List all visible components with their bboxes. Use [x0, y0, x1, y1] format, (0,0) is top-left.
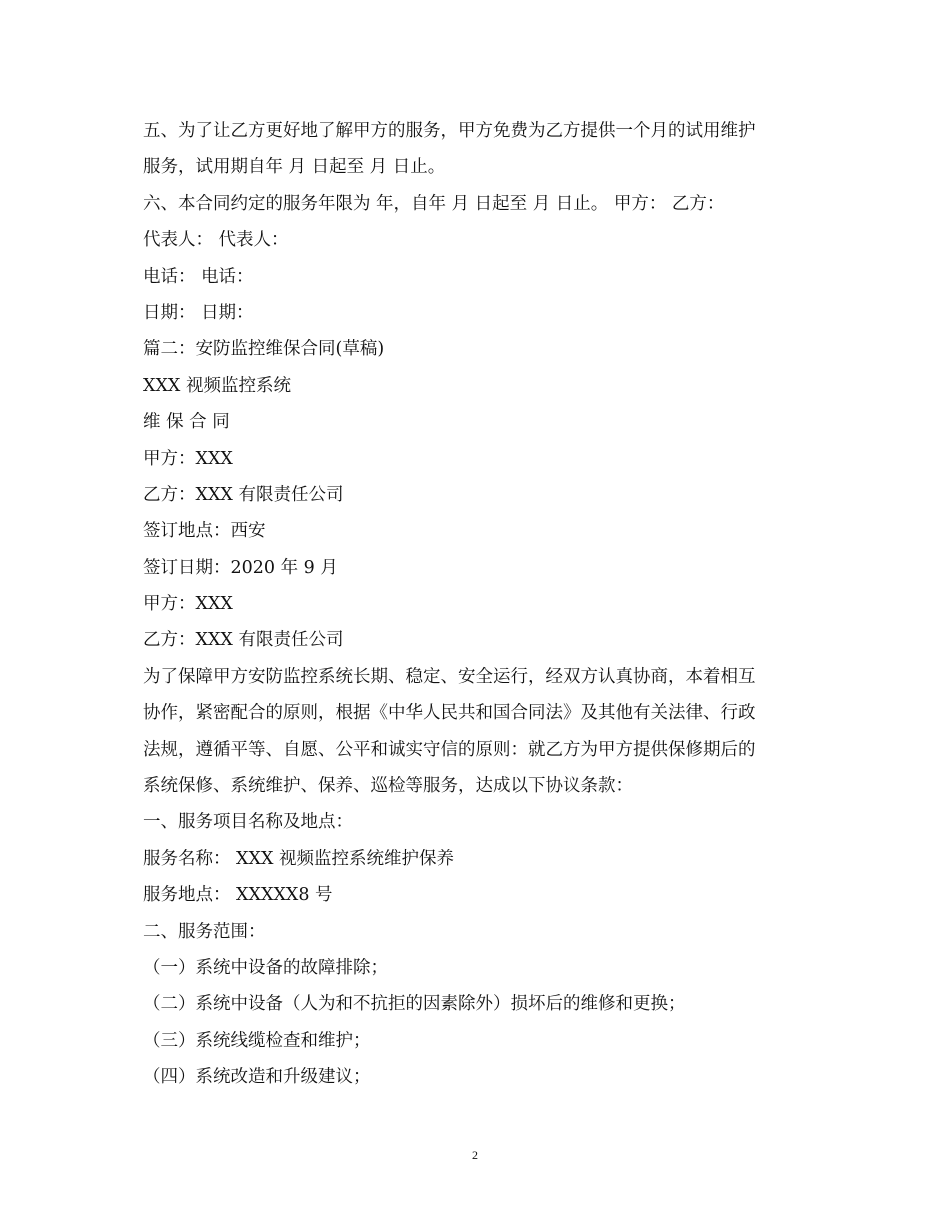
text-line: 六、本合同约定的服务年限为 年，自年 月 日起至 月 日止。 甲方： 乙方：	[143, 193, 725, 214]
text-line: 五、为了让乙方更好地了解甲方的服务，甲方免费为乙方提供一个月的试用维护	[143, 121, 756, 141]
party-a: 甲方：XXX	[143, 448, 233, 469]
list-item: （一）系统中设备的故障排除；	[143, 957, 388, 978]
signing-date: 签订日期：2020 年 9 月	[143, 557, 338, 578]
text-line: 服务，试用期自年 月 日起至 月 日止。	[143, 157, 446, 178]
text-line: 系统保修、系统维护、保养、巡检等服务，达成以下协议条款：	[143, 776, 633, 797]
text-line: 法规，遵循平等、自愿、公平和诚实守信的原则：就乙方为甲方提供保修期后的	[143, 739, 756, 760]
party-b: 乙方：XXX 有限责任公司	[143, 484, 344, 505]
document-body	[143, 113, 813, 1096]
party-a: 甲方：XXX	[143, 594, 233, 615]
list-item: （三）系统线缆检查和维护；	[143, 1030, 371, 1051]
text-line: 协作，紧密配合的原则，根据《中华人民共和国合同法》及其他有关法律、行政	[143, 703, 756, 724]
list-item: （四）系统改造和升级建议；	[143, 1067, 371, 1088]
section-heading: 一、服务项目名称及地点：	[143, 812, 353, 833]
text-line: 日期： 日期：	[143, 302, 254, 323]
section-heading: 篇二：安防监控维保合同(草稿)	[143, 339, 385, 360]
signing-place: 签订地点：西安	[143, 521, 266, 542]
service-name: 服务名称： XXX 视频监控系统维护保养	[143, 848, 454, 869]
page-number: 2	[472, 1148, 478, 1162]
list-item: （二）系统中设备（人为和不抗拒的因素除外）损坏后的维修和更换；	[143, 994, 686, 1015]
contract-subtitle: 维 保 合 同	[143, 412, 230, 433]
service-location: 服务地点： XXXXX8 号	[143, 885, 333, 906]
contract-title: XXX 视频监控系统	[143, 375, 291, 396]
section-heading: 二、服务范围：	[143, 921, 266, 942]
text-line: 代表人： 代表人：	[143, 230, 289, 251]
text-line: 为了保障甲方安防监控系统长期、稳定、安全运行，经双方认真协商，本着相互	[143, 666, 756, 687]
text-line: 电话： 电话：	[143, 266, 254, 287]
party-b: 乙方：XXX 有限责任公司	[143, 630, 344, 651]
